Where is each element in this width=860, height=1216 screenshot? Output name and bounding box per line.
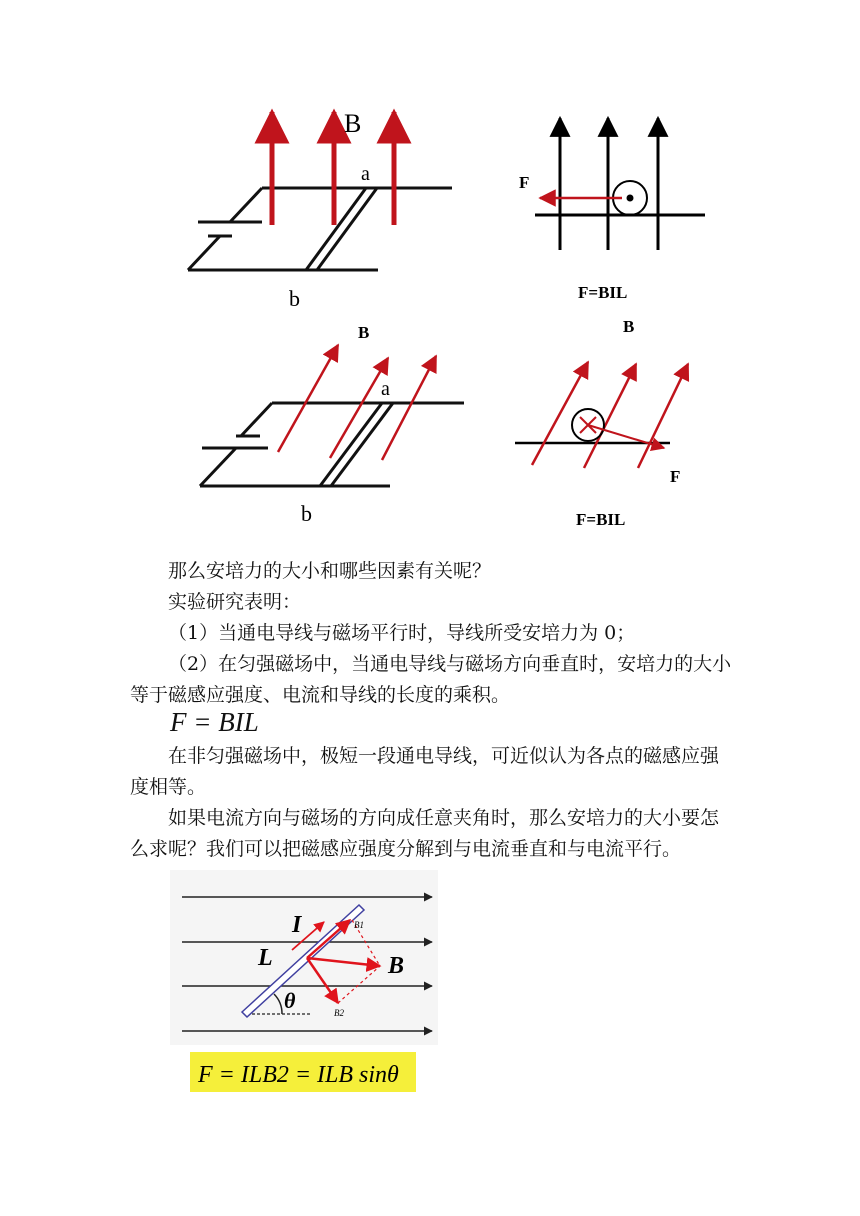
label-a: a [381,378,390,400]
label-I: I [292,912,302,938]
label-L: L [258,945,273,971]
label-F: F [670,467,681,486]
label-B: B [388,953,405,979]
panel-top-left [188,188,452,270]
label-theta: θ [284,988,296,1013]
label-B: B [623,317,635,336]
b-field-arrows-top-left [272,112,394,225]
label-b: b [301,501,312,526]
paragraph-point-2: （2）在匀强磁场中，当通电导线与磁场方向垂直时，安培力的大小等于磁感应强度、电流和导线的长度的乘积。 [130,653,732,706]
paragraph-point-1: （1）当通电导线与磁场平行时，导线所受安培力为 0； [168,622,636,644]
label-B: B [358,323,370,342]
label-B: B [344,109,362,138]
paragraph-research: 实验研究表明： [168,591,302,613]
label-eq: F=BIL [576,510,626,529]
paragraph-angle: 如果电流方向与磁场的方向成任意夹角时，那么安培力的大小要怎么求呢？我们可以把磁感应强度分解到与电流垂直和与电流平行。 [130,807,720,860]
label-B2: B2 [334,1008,344,1018]
b-field-arrows-bottom-right [532,362,688,468]
figure-ampere-force-panels [0,0,860,560]
label-b: b [289,286,300,311]
label-eq: F=BIL [578,283,628,302]
label-B1: B1 [354,920,364,930]
panel-bottom-left [200,403,464,486]
current-out-dot [627,195,634,202]
figure-b-decomposition [170,870,440,1110]
formula-F-BIL: F = BIL [170,707,259,737]
label-F: F [519,173,530,192]
paragraph-question: 那么安培力的大小和哪些因素有关呢？ [168,560,492,582]
label-a: a [361,163,370,185]
paragraph-nonuniform: 在非匀强磁场中，极短一段通电导线，可近似认为各点的磁感应强度相等。 [130,745,720,798]
formula-ILB-sin-theta: F = ILB2 = ILB sinθ [198,1062,399,1088]
